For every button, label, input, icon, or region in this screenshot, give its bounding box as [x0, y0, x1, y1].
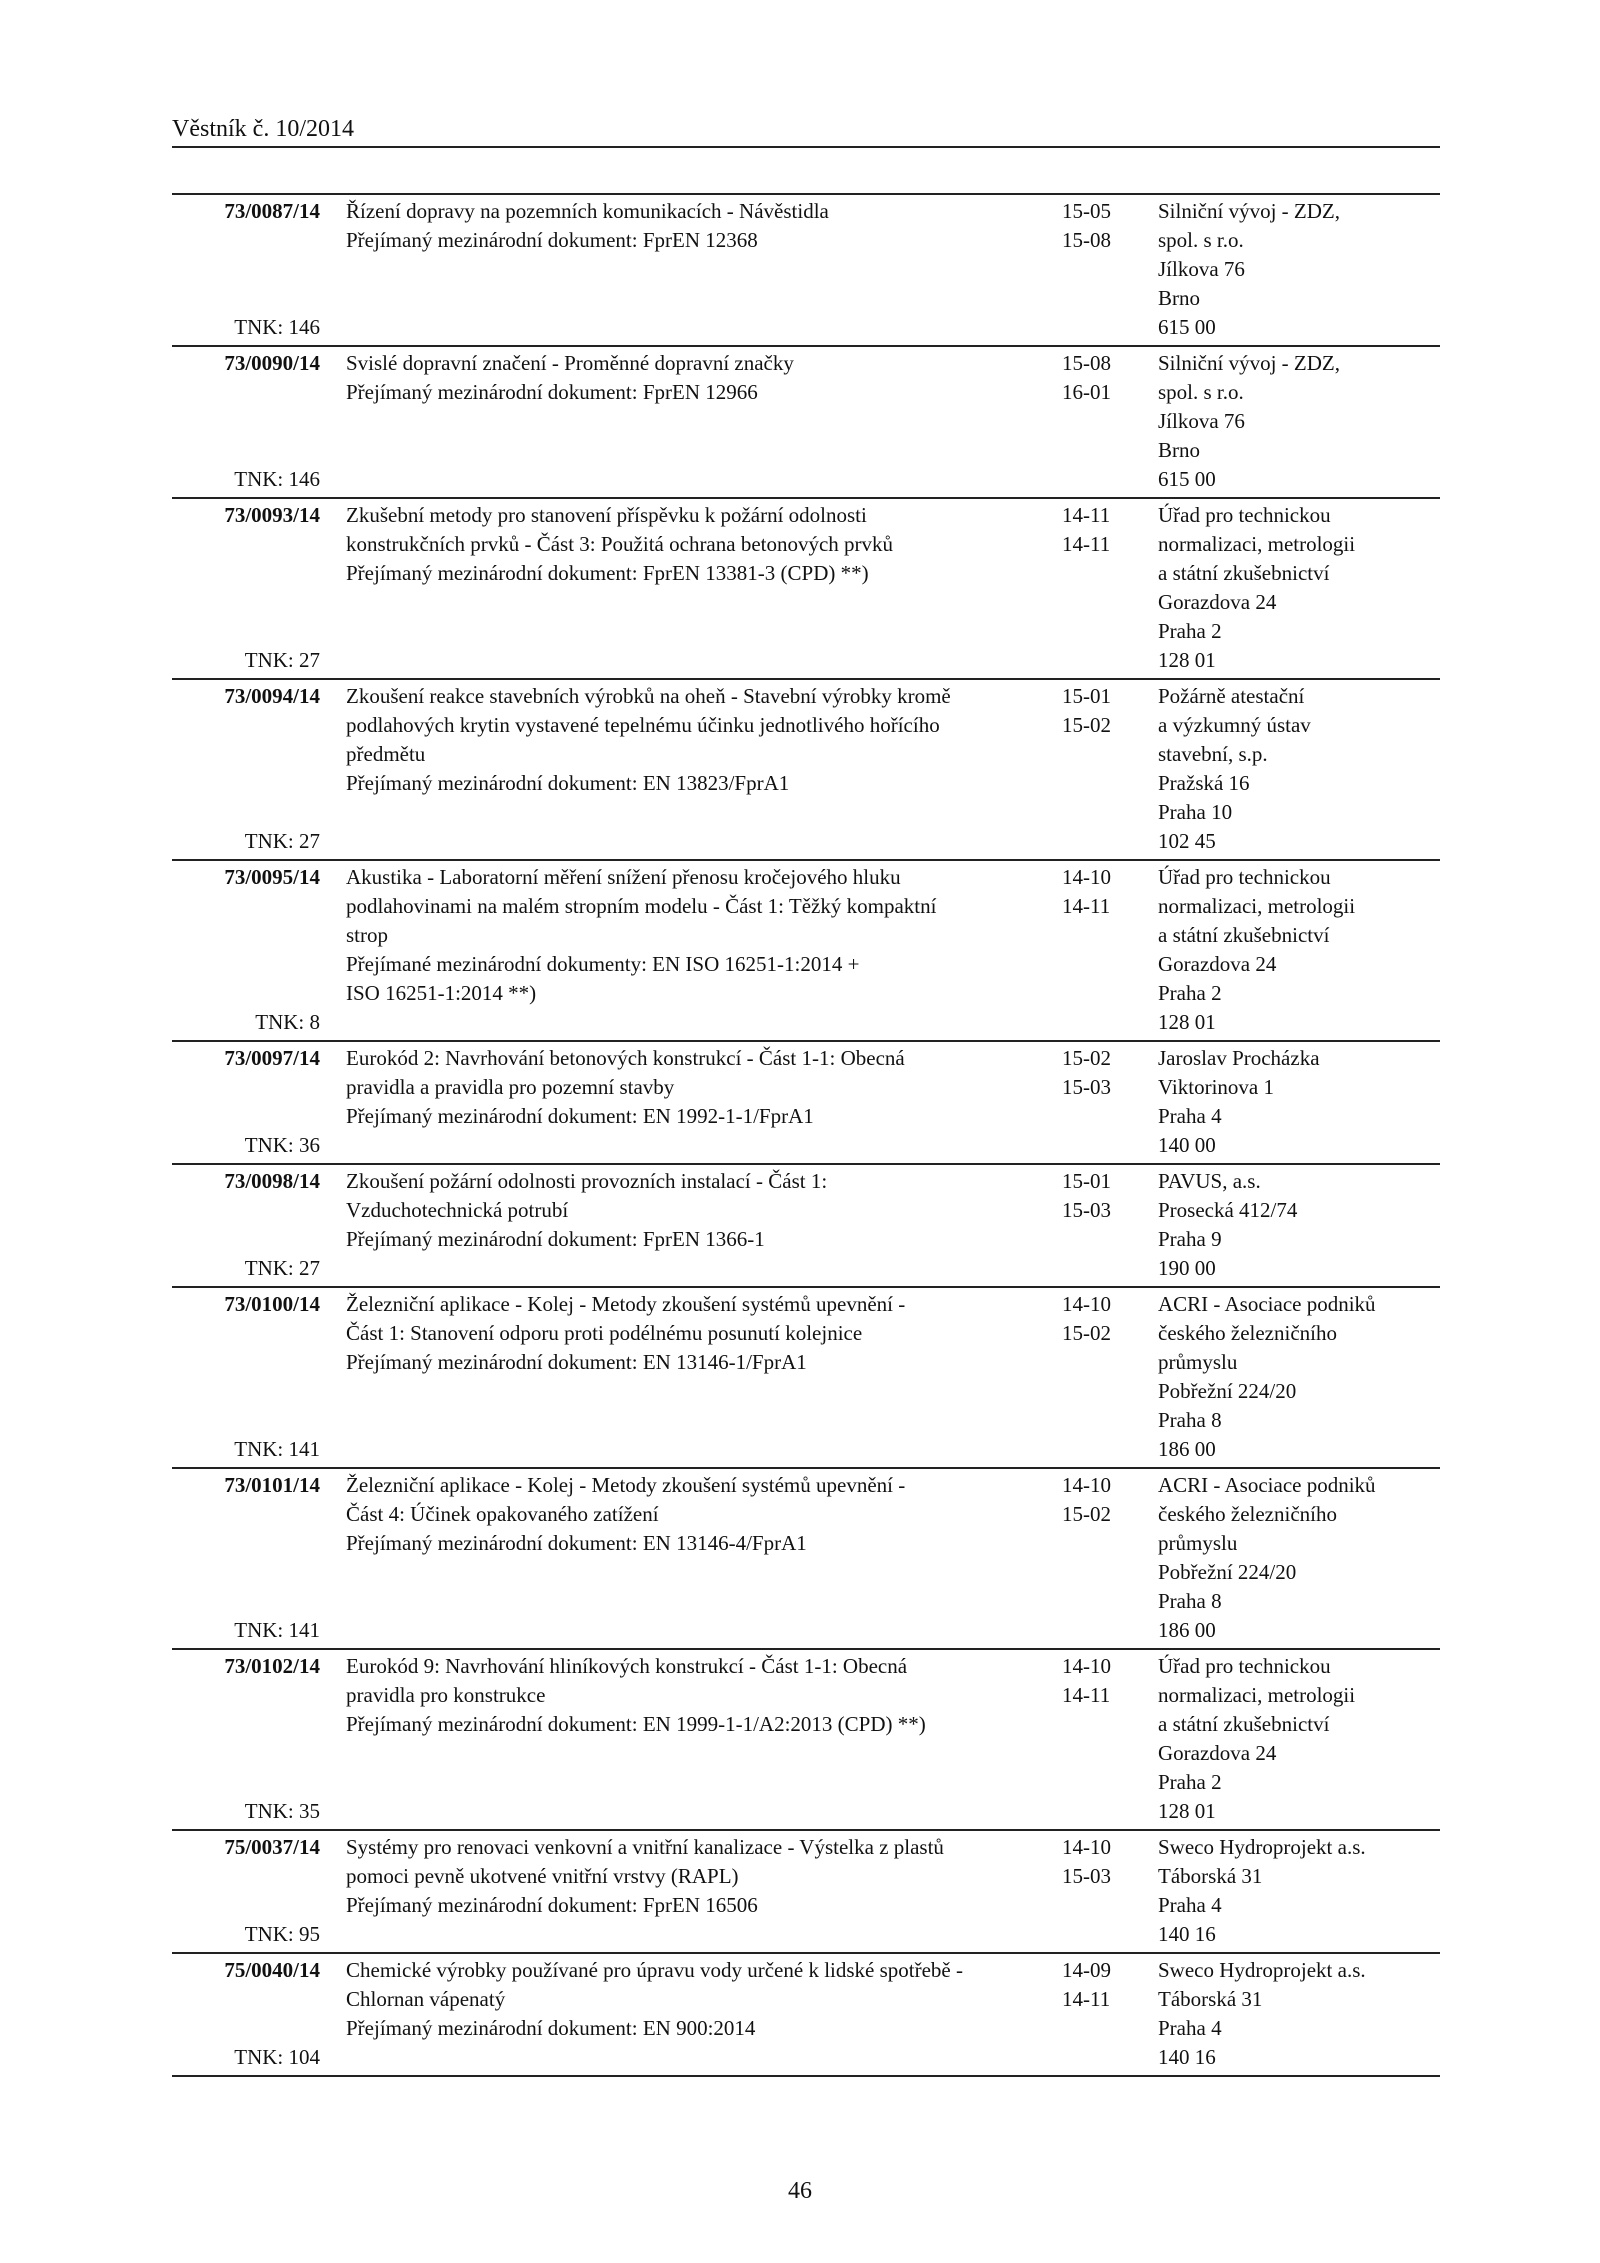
entry-code: 73/0090/14	[224, 351, 320, 375]
entry-dates-line: 15-02	[1062, 713, 1111, 737]
entry-title-line: Železniční aplikace - Kolej - Metody zkoušení systémů upevnění -	[346, 1292, 906, 1316]
entry-tnk: TNK: 104	[234, 2045, 320, 2069]
table-row	[172, 498, 1440, 679]
entry-dates-cell	[1050, 860, 1148, 1041]
entry-address-line: 128 01	[1158, 1799, 1216, 1823]
table-row	[172, 860, 1440, 1041]
entry-address-line: Jílkova 76	[1158, 257, 1245, 281]
entry-title-cell	[332, 1468, 1050, 1649]
entry-title-line: Přejímané mezinárodní dokumenty: EN ISO 16251-1:2014 +	[346, 952, 860, 976]
entry-address-line: Praha 8	[1158, 1408, 1222, 1432]
entry-tnk: TNK: 141	[234, 1618, 320, 1642]
entry-title-line: Systémy pro renovaci venkovní a vnitřní kanalizace - Výstelka z plastů	[346, 1835, 944, 1859]
entry-code-cell	[172, 860, 332, 1041]
entry-address-cell	[1148, 1164, 1440, 1287]
entry-address-line: Praha 2	[1158, 981, 1222, 1005]
entry-address-line: Praha 8	[1158, 1589, 1222, 1613]
entry-dates-cell	[1050, 1953, 1148, 2076]
entry-address-line: Táborská 31	[1158, 1864, 1263, 1888]
entry-tnk: TNK: 146	[234, 315, 320, 339]
entry-title-cell	[332, 860, 1050, 1041]
entry-dates-line: 15-05	[1062, 199, 1111, 223]
entry-title-cell	[332, 1287, 1050, 1468]
entry-address-line: 140 16	[1158, 2045, 1216, 2069]
entry-address-line: 140 00	[1158, 1133, 1216, 1157]
entry-title-cell	[332, 1830, 1050, 1953]
entry-address-line: Pobřežní 224/20	[1158, 1560, 1297, 1584]
entry-address-line: Úřad pro technickou	[1158, 865, 1331, 889]
entry-title-line: Zkoušení reakce stavebních výrobků na oheň - Stavební výrobky kromě	[346, 684, 951, 708]
entry-address-line: normalizaci, metrologii	[1158, 532, 1356, 556]
entry-title-cell	[332, 679, 1050, 860]
entry-address-cell	[1148, 1830, 1440, 1953]
entry-title-line: Chemické výrobky používané pro úpravu vody určené k lidské spotřebě -	[346, 1958, 963, 1982]
standards-table	[172, 193, 1440, 2077]
entry-address-line: 186 00	[1158, 1437, 1216, 1461]
entry-address-line: průmyslu	[1158, 1350, 1238, 1374]
entry-dates-cell	[1050, 1830, 1148, 1953]
entry-title-line: pomoci pevně ukotvené vnitřní vrstvy (RAPL)	[346, 1864, 739, 1888]
running-header: Věstník č. 10/2014	[172, 116, 354, 142]
entry-address-line: Požárně atestační	[1158, 684, 1305, 708]
entry-address-line: Praha 9	[1158, 1227, 1222, 1251]
entry-title-line: Přejímaný mezinárodní dokument: FprEN 1366-1	[346, 1227, 765, 1251]
entry-code: 75/0037/14	[224, 1835, 320, 1859]
entry-code-cell	[172, 679, 332, 860]
entry-title-line: pravidla a pravidla pro pozemní stavby	[346, 1075, 675, 1099]
entry-address-line: normalizaci, metrologii	[1158, 894, 1356, 918]
entry-address-line: Praha 10	[1158, 800, 1233, 824]
entry-title-line: pravidla pro konstrukce	[346, 1683, 546, 1707]
entry-tnk: TNK: 27	[244, 1256, 320, 1280]
entry-dates-cell	[1050, 1041, 1148, 1164]
entry-address-line: Praha 2	[1158, 1770, 1222, 1794]
entry-address-line: ACRI - Asociace podniků	[1158, 1292, 1376, 1316]
entry-address-line: Praha 4	[1158, 2016, 1222, 2040]
table-row	[172, 1649, 1440, 1830]
entry-address-line: 615 00	[1158, 467, 1216, 491]
entry-tnk: TNK: 95	[244, 1922, 320, 1946]
entry-code: 73/0101/14	[224, 1473, 320, 1497]
entry-title-line: Zkoušení požární odolnosti provozních instalací - Část 1:	[346, 1169, 828, 1193]
entry-title-line: Přejímaný mezinárodní dokument: FprEN 12368	[346, 228, 758, 252]
entry-dates-cell	[1050, 1468, 1148, 1649]
entry-title-line: Svislé dopravní značení - Proměnné dopravní značky	[346, 351, 794, 375]
entry-address-line: a výzkumný ústav	[1158, 713, 1311, 737]
entry-code-cell	[172, 1468, 332, 1649]
entry-title-line: předmětu	[346, 742, 426, 766]
entry-address-line: Silniční vývoj - ZDZ,	[1158, 199, 1340, 223]
table-row	[172, 194, 1440, 346]
entry-address-line: spol. s r.o.	[1158, 380, 1244, 404]
page-number: 46	[788, 2178, 812, 2204]
entry-address-line: Sweco Hydroprojekt a.s.	[1158, 1958, 1366, 1982]
entry-title-line: ISO 16251-1:2014 **)	[346, 981, 537, 1005]
entry-title-line: Přejímaný mezinárodní dokument: EN 1999-1-1/A2:2013 (CPD) **)	[346, 1712, 926, 1736]
entry-address-line: normalizaci, metrologii	[1158, 1683, 1356, 1707]
table-row	[172, 1830, 1440, 1953]
entry-address-line: Gorazdova 24	[1158, 1741, 1277, 1765]
entry-title-cell	[332, 1164, 1050, 1287]
entry-address-line: Pražská 16	[1158, 771, 1250, 795]
entry-title-line: Akustika - Laboratorní měření snížení přenosu kročejového hluku	[346, 865, 901, 889]
entry-address-line: českého železničního	[1158, 1321, 1337, 1345]
entry-address-cell	[1148, 860, 1440, 1041]
entry-code: 73/0098/14	[224, 1169, 320, 1193]
entry-address-cell	[1148, 498, 1440, 679]
entry-code: 73/0097/14	[224, 1046, 320, 1070]
entry-code-cell	[172, 346, 332, 498]
entry-address-line: 186 00	[1158, 1618, 1216, 1642]
entry-address-cell	[1148, 1041, 1440, 1164]
entry-code-cell	[172, 1953, 332, 2076]
entry-title-line: strop	[346, 923, 388, 947]
entry-title-cell	[332, 194, 1050, 346]
entry-address-line: Jílkova 76	[1158, 409, 1245, 433]
entry-address-line: a státní zkušebnictví	[1158, 1712, 1330, 1736]
entry-address-line: Brno	[1158, 438, 1200, 462]
entry-address-line: Praha 4	[1158, 1893, 1222, 1917]
entry-address-line: Jaroslav Procházka	[1158, 1046, 1320, 1070]
entry-code: 73/0093/14	[224, 503, 320, 527]
table-row	[172, 679, 1440, 860]
entry-address-cell	[1148, 1649, 1440, 1830]
entry-dates-line: 14-09	[1062, 1958, 1111, 1982]
entry-dates-line: 14-11	[1062, 532, 1111, 556]
entry-address-line: Pobřežní 224/20	[1158, 1379, 1297, 1403]
entry-dates-line: 14-10	[1062, 1473, 1111, 1497]
entry-title-line: konstrukčních prvků - Část 3: Použitá ochrana betonových prvků	[346, 532, 894, 556]
entry-title-cell	[332, 346, 1050, 498]
entry-address-line: ACRI - Asociace podniků	[1158, 1473, 1376, 1497]
entry-address-line: 102 45	[1158, 829, 1216, 853]
entry-address-line: Sweco Hydroprojekt a.s.	[1158, 1835, 1366, 1859]
table-row	[172, 1164, 1440, 1287]
entry-address-line: Praha 2	[1158, 619, 1222, 643]
entry-title-line: Přejímaný mezinárodní dokument: EN 1992-1-1/FprA1	[346, 1104, 814, 1128]
table-row	[172, 1287, 1440, 1468]
entry-dates-line: 14-10	[1062, 865, 1111, 889]
entry-tnk: TNK: 27	[244, 829, 320, 853]
entry-title-line: podlahovinami na malém stropním modelu - Část 1: Těžký kompaktní	[346, 894, 937, 918]
entry-title-cell	[332, 498, 1050, 679]
entry-address-line: spol. s r.o.	[1158, 228, 1244, 252]
entry-title-line: Přejímaný mezinárodní dokument: EN 900:2014	[346, 2016, 756, 2040]
entry-dates-line: 15-02	[1062, 1046, 1111, 1070]
entry-code: 73/0087/14	[224, 199, 320, 223]
entry-address-cell	[1148, 1287, 1440, 1468]
entry-dates-line: 15-01	[1062, 1169, 1111, 1193]
entry-address-cell	[1148, 1953, 1440, 2076]
standards-table-body	[172, 194, 1440, 2076]
entry-address-line: 140 16	[1158, 1922, 1216, 1946]
entry-code-cell	[172, 498, 332, 679]
entry-dates-line: 14-11	[1062, 503, 1111, 527]
entry-address-line: Úřad pro technickou	[1158, 1654, 1331, 1678]
entry-title-line: Eurokód 2: Navrhování betonových konstrukcí - Část 1-1: Obecná	[346, 1046, 905, 1070]
entry-title-line: Zkušební metody pro stanovení příspěvku k požární odolnosti	[346, 503, 867, 527]
entry-code-cell	[172, 1830, 332, 1953]
entry-address-line: 190 00	[1158, 1256, 1216, 1280]
entry-dates-line: 14-11	[1062, 1987, 1111, 2011]
table-row	[172, 1041, 1440, 1164]
entry-code-cell	[172, 1287, 332, 1468]
entry-address-line: Silniční vývoj - ZDZ,	[1158, 351, 1340, 375]
entry-address-line: Gorazdova 24	[1158, 590, 1277, 614]
entry-dates-line: 14-11	[1062, 1683, 1111, 1707]
entry-dates-line: 14-11	[1062, 894, 1111, 918]
entry-dates-cell	[1050, 1164, 1148, 1287]
entry-tnk: TNK: 27	[244, 648, 320, 672]
table-row	[172, 346, 1440, 498]
entry-code-cell	[172, 1041, 332, 1164]
entry-title-cell	[332, 1041, 1050, 1164]
entry-address-line: Prosecká 412/74	[1158, 1198, 1298, 1222]
entry-address-line: Úřad pro technickou	[1158, 503, 1331, 527]
entry-title-line: Přejímaný mezinárodní dokument: FprEN 13381-3 (CPD) **)	[346, 561, 869, 585]
entry-dates-cell	[1050, 1287, 1148, 1468]
entry-title-line: Řízení dopravy na pozemních komunikacích - Návěstidla	[346, 199, 829, 223]
entry-title-line: Vzduchotechnická potrubí	[346, 1198, 569, 1222]
entry-title-line: Přejímaný mezinárodní dokument: FprEN 16506	[346, 1893, 758, 1917]
table-row	[172, 1468, 1440, 1649]
entry-address-line: stavební, s.p.	[1158, 742, 1268, 766]
entry-title-line: Železniční aplikace - Kolej - Metody zkoušení systémů upevnění -	[346, 1473, 906, 1497]
entry-tnk: TNK: 141	[234, 1437, 320, 1461]
entry-address-line: průmyslu	[1158, 1531, 1238, 1555]
entry-title-cell	[332, 1649, 1050, 1830]
entry-code-cell	[172, 194, 332, 346]
entry-code-cell	[172, 1649, 332, 1830]
entry-address-line: a státní zkušebnictví	[1158, 923, 1330, 947]
entry-dates-line: 14-10	[1062, 1292, 1111, 1316]
entry-dates-line: 15-03	[1062, 1864, 1111, 1888]
entry-title-line: Přejímaný mezinárodní dokument: EN 13146-4/FprA1	[346, 1531, 807, 1555]
entry-tnk: TNK: 8	[255, 1010, 320, 1034]
entry-dates-line: 15-02	[1062, 1321, 1111, 1345]
entry-address-cell	[1148, 679, 1440, 860]
entry-title-line: Eurokód 9: Navrhování hliníkových konstrukcí - Část 1-1: Obecná	[346, 1654, 908, 1678]
entry-dates-line: 16-01	[1062, 380, 1111, 404]
entry-dates-line: 15-01	[1062, 684, 1111, 708]
entry-title-line: podlahových krytin vystavené tepelnému účinku jednotlivého hořícího	[346, 713, 940, 737]
entry-code-cell	[172, 1164, 332, 1287]
entry-dates-cell	[1050, 346, 1148, 498]
entry-address-line: Táborská 31	[1158, 1987, 1263, 2011]
entry-title-line: Přejímaný mezinárodní dokument: FprEN 12966	[346, 380, 758, 404]
entry-dates-cell	[1050, 1649, 1148, 1830]
entry-code: 73/0100/14	[224, 1292, 320, 1316]
entry-dates-cell	[1050, 498, 1148, 679]
entry-address-cell	[1148, 194, 1440, 346]
entry-address-line: Praha 4	[1158, 1104, 1222, 1128]
entry-address-line: českého železničního	[1158, 1502, 1337, 1526]
entry-title-line: Část 1: Stanovení odporu proti podélnému posunutí kolejnice	[346, 1321, 863, 1345]
entry-address-line: PAVUS, a.s.	[1158, 1169, 1261, 1193]
table-row	[172, 1953, 1440, 2076]
entry-address-line: 128 01	[1158, 648, 1216, 672]
entry-dates-line: 15-03	[1062, 1075, 1111, 1099]
entry-title-line: Přejímaný mezinárodní dokument: EN 13823/FprA1	[346, 771, 790, 795]
entry-address-line: Viktorinova 1	[1158, 1075, 1274, 1099]
entry-tnk: TNK: 35	[244, 1799, 320, 1823]
entry-tnk: TNK: 36	[244, 1133, 320, 1157]
entry-address-cell	[1148, 346, 1440, 498]
header-rule	[172, 146, 1440, 148]
entry-address-line: Brno	[1158, 286, 1200, 310]
entry-tnk: TNK: 146	[234, 467, 320, 491]
entry-code: 73/0094/14	[224, 684, 320, 708]
entry-address-cell	[1148, 1468, 1440, 1649]
entry-code: 73/0102/14	[224, 1654, 320, 1678]
entry-dates-line: 15-08	[1062, 351, 1111, 375]
entry-title-line: Část 4: Účinek opakovaného zatížení	[346, 1502, 659, 1526]
entry-address-line: a státní zkušebnictví	[1158, 561, 1330, 585]
entry-title-line: Přejímaný mezinárodní dokument: EN 13146-1/FprA1	[346, 1350, 807, 1374]
entry-address-line: 128 01	[1158, 1010, 1216, 1034]
entry-title-line: Chlornan vápenatý	[346, 1987, 506, 2011]
entry-dates-line: 15-08	[1062, 228, 1111, 252]
entry-dates-line: 15-02	[1062, 1502, 1111, 1526]
entry-dates-line: 14-10	[1062, 1654, 1111, 1678]
entry-code: 75/0040/14	[224, 1958, 320, 1982]
entry-dates-cell	[1050, 679, 1148, 860]
entry-dates-cell	[1050, 194, 1148, 346]
entry-address-line: 615 00	[1158, 315, 1216, 339]
entry-code: 73/0095/14	[224, 865, 320, 889]
entry-dates-line: 14-10	[1062, 1835, 1111, 1859]
entry-address-line: Gorazdova 24	[1158, 952, 1277, 976]
entry-dates-line: 15-03	[1062, 1198, 1111, 1222]
entry-title-cell	[332, 1953, 1050, 2076]
